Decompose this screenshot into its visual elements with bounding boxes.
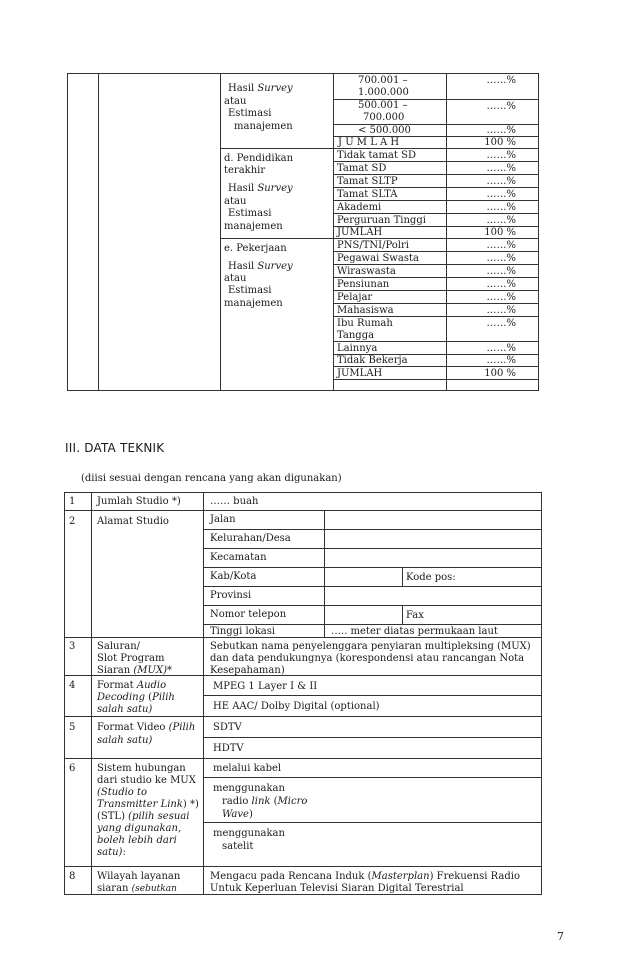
percent-value: ……% bbox=[486, 125, 516, 136]
total-label: JUMLAH bbox=[337, 227, 383, 238]
audio-option-aac[interactable]: HE AAC/ Dolby Digital (optional) bbox=[213, 701, 380, 712]
job-heading: e. Pekerjaan bbox=[224, 243, 287, 254]
estimate-label: manajemen bbox=[234, 121, 293, 132]
estimate-label: manajemen bbox=[224, 298, 283, 309]
income-range: 500.001 – bbox=[358, 100, 408, 111]
total-label: JUMLAH bbox=[337, 368, 383, 379]
or-label: atau bbox=[224, 96, 247, 107]
table-divider bbox=[220, 73, 221, 391]
stl-label: satu): bbox=[97, 847, 126, 858]
stl-option-radio-detail: radio link (Micro bbox=[222, 796, 308, 807]
estimate-option: Estimasi bbox=[228, 108, 272, 119]
percent-value: ……% bbox=[486, 189, 516, 200]
video-option-hdtv[interactable]: HDTV bbox=[213, 743, 244, 754]
percent-value: ……% bbox=[486, 202, 516, 213]
percent-value: ……% bbox=[486, 163, 516, 174]
percent-value: ……% bbox=[486, 279, 516, 290]
elevation-label: Tinggi lokasi bbox=[210, 626, 276, 637]
job-item: Wiraswasta bbox=[337, 266, 396, 277]
survey-option: Hasil Survey bbox=[228, 183, 293, 194]
video-format-label: Format Video (Pilih bbox=[97, 722, 196, 733]
section-title: III. DATA TEKNIK bbox=[65, 441, 165, 455]
stl-option-satellite[interactable]: menggunakan bbox=[213, 828, 285, 839]
job-item: PNS/TNI/Polri bbox=[337, 240, 409, 251]
job-item: Ibu Rumah bbox=[337, 318, 393, 329]
audio-format-label: Decoding (Pilih bbox=[97, 692, 175, 703]
job-item: Pegawai Swasta bbox=[337, 253, 419, 264]
table-divider bbox=[333, 73, 334, 391]
estimate-option: Estimasi bbox=[228, 285, 272, 296]
percent-value: ……% bbox=[486, 253, 516, 264]
channel-label: Siaran (MUX)* bbox=[97, 665, 172, 676]
stl-label: Transmitter Link) *) bbox=[97, 799, 199, 810]
education-item: Tamat SD bbox=[337, 163, 387, 174]
city-label: Kab/Kota bbox=[210, 571, 257, 582]
percent-value: ……% bbox=[486, 215, 516, 226]
estimate-option: Estimasi bbox=[228, 208, 272, 219]
stl-option-radio-detail: Wave) bbox=[222, 809, 253, 820]
row-number: 8 bbox=[69, 871, 76, 882]
phone-label: Nomor telepon bbox=[210, 609, 287, 620]
percent-value: ……% bbox=[486, 176, 516, 187]
audio-option-mpeg[interactable]: MPEG 1 Layer I & II bbox=[213, 681, 318, 692]
table-divider bbox=[98, 73, 99, 391]
income-range: 700.001 – bbox=[358, 75, 408, 86]
job-item: Tidak Bekerja bbox=[337, 355, 408, 366]
stl-label: (Studio to bbox=[97, 787, 148, 798]
income-range: 700.000 bbox=[363, 112, 405, 123]
percent-value: ……% bbox=[486, 240, 516, 251]
education-heading: terakhir bbox=[224, 165, 266, 176]
estimate-label: manajemen bbox=[224, 221, 283, 232]
percent-value: ……% bbox=[486, 292, 516, 303]
job-item: Lainnya bbox=[337, 343, 378, 354]
service-area-text: Untuk Keperluan Televisi Siaran Digital Terestrial bbox=[210, 883, 464, 894]
fax-label: Fax bbox=[406, 610, 424, 621]
education-item: Akademi bbox=[337, 202, 382, 213]
stl-label: boleh lebih dari bbox=[97, 835, 177, 846]
percent-value: ……% bbox=[486, 266, 516, 277]
education-item: Tamat SLTA bbox=[337, 189, 398, 200]
job-item: Pelajar bbox=[337, 292, 373, 303]
audio-format-label: Format Audio bbox=[97, 680, 167, 691]
job-item: Pensiunan bbox=[337, 279, 390, 290]
row-number: 2 bbox=[69, 516, 76, 527]
or-label: atau bbox=[224, 273, 247, 284]
income-range: < 500.000 bbox=[358, 125, 411, 136]
district-label: Kecamatan bbox=[210, 552, 267, 563]
video-format-label: salah satu) bbox=[97, 735, 153, 746]
elevation-field[interactable]: ….. meter diatas permukaan laut bbox=[331, 626, 498, 637]
row-number: 6 bbox=[69, 763, 76, 774]
percent-value: ……% bbox=[486, 305, 516, 316]
province-label: Provinsi bbox=[210, 590, 252, 601]
page-number: 7 bbox=[557, 930, 564, 943]
percent-value: ……% bbox=[486, 75, 516, 86]
audio-format-label: salah satu) bbox=[97, 704, 153, 715]
postal-code-label: Kode pos: bbox=[406, 572, 456, 583]
survey-option: Hasil Survey bbox=[228, 261, 293, 272]
section-note: (diisi sesuai dengan rencana yang akan digunakan) bbox=[81, 473, 342, 484]
total-label: J U M L A H bbox=[338, 137, 400, 148]
or-label: atau bbox=[224, 196, 247, 207]
job-item: Tangga bbox=[337, 330, 375, 341]
service-area-label: Wilayah layanan bbox=[97, 871, 181, 882]
education-heading: d. Pendidikan bbox=[224, 153, 294, 164]
service-area-text: Mengacu pada Rencana Induk (Masterplan) Frekuensi Radio bbox=[210, 871, 520, 882]
stl-option-satellite-detail: satelit bbox=[222, 841, 254, 852]
survey-option: Hasil Survey bbox=[228, 83, 293, 94]
row-number: 1 bbox=[69, 496, 76, 507]
row-number: 3 bbox=[69, 641, 76, 652]
street-label: Jalan bbox=[210, 514, 236, 525]
percent-value: ……% bbox=[486, 150, 516, 161]
job-item: Mahasiswa bbox=[337, 305, 394, 316]
income-range: 1.000.000 bbox=[358, 87, 409, 98]
percent-value: ……% bbox=[486, 355, 516, 366]
percent-value: ……% bbox=[486, 343, 516, 354]
video-option-sdtv[interactable]: SDTV bbox=[213, 722, 242, 733]
education-item: Tamat SLTP bbox=[337, 176, 398, 187]
percent-value: ……% bbox=[486, 101, 516, 112]
stl-label: Sistem hubungan bbox=[97, 763, 186, 774]
stl-label: (STL) (pilih sesuai bbox=[97, 811, 190, 822]
channel-label: Slot Program bbox=[97, 653, 165, 664]
percent-value: ……% bbox=[486, 318, 516, 329]
stl-option-cable[interactable]: melalui kabel bbox=[213, 763, 282, 774]
row-number: 4 bbox=[69, 680, 76, 691]
total-value: 100 % bbox=[484, 227, 516, 238]
stl-option-radio[interactable]: menggunakan bbox=[213, 783, 285, 794]
studio-count-label: Jumlah Studio *) bbox=[97, 496, 181, 507]
studio-count-field[interactable]: …… buah bbox=[210, 496, 259, 507]
total-value: 100 % bbox=[484, 137, 516, 148]
mux-instruction: Kesepahaman) bbox=[210, 665, 285, 676]
channel-label: Saluran/ bbox=[97, 641, 141, 652]
mux-instruction: dan data pendukungnya (korespondensi atau rancangan Nota bbox=[210, 653, 525, 664]
mux-instruction: Sebutkan nama penyelenggara penyiaran multipleksing (MUX) bbox=[210, 641, 531, 652]
stl-label: dari studio ke MUX bbox=[97, 775, 196, 786]
studio-address-label: Alamat Studio bbox=[97, 516, 169, 527]
total-value: 100 % bbox=[484, 368, 516, 379]
row-number: 5 bbox=[69, 722, 76, 733]
education-item: Tidak tamat SD bbox=[337, 150, 416, 161]
village-label: Kelurahan/Desa bbox=[210, 533, 291, 544]
stl-label: yang digunakan, bbox=[97, 823, 182, 834]
service-area-label: siaran (sebutkan bbox=[97, 883, 177, 894]
table-divider bbox=[446, 73, 447, 391]
education-item: Perguruan Tinggi bbox=[337, 215, 426, 226]
